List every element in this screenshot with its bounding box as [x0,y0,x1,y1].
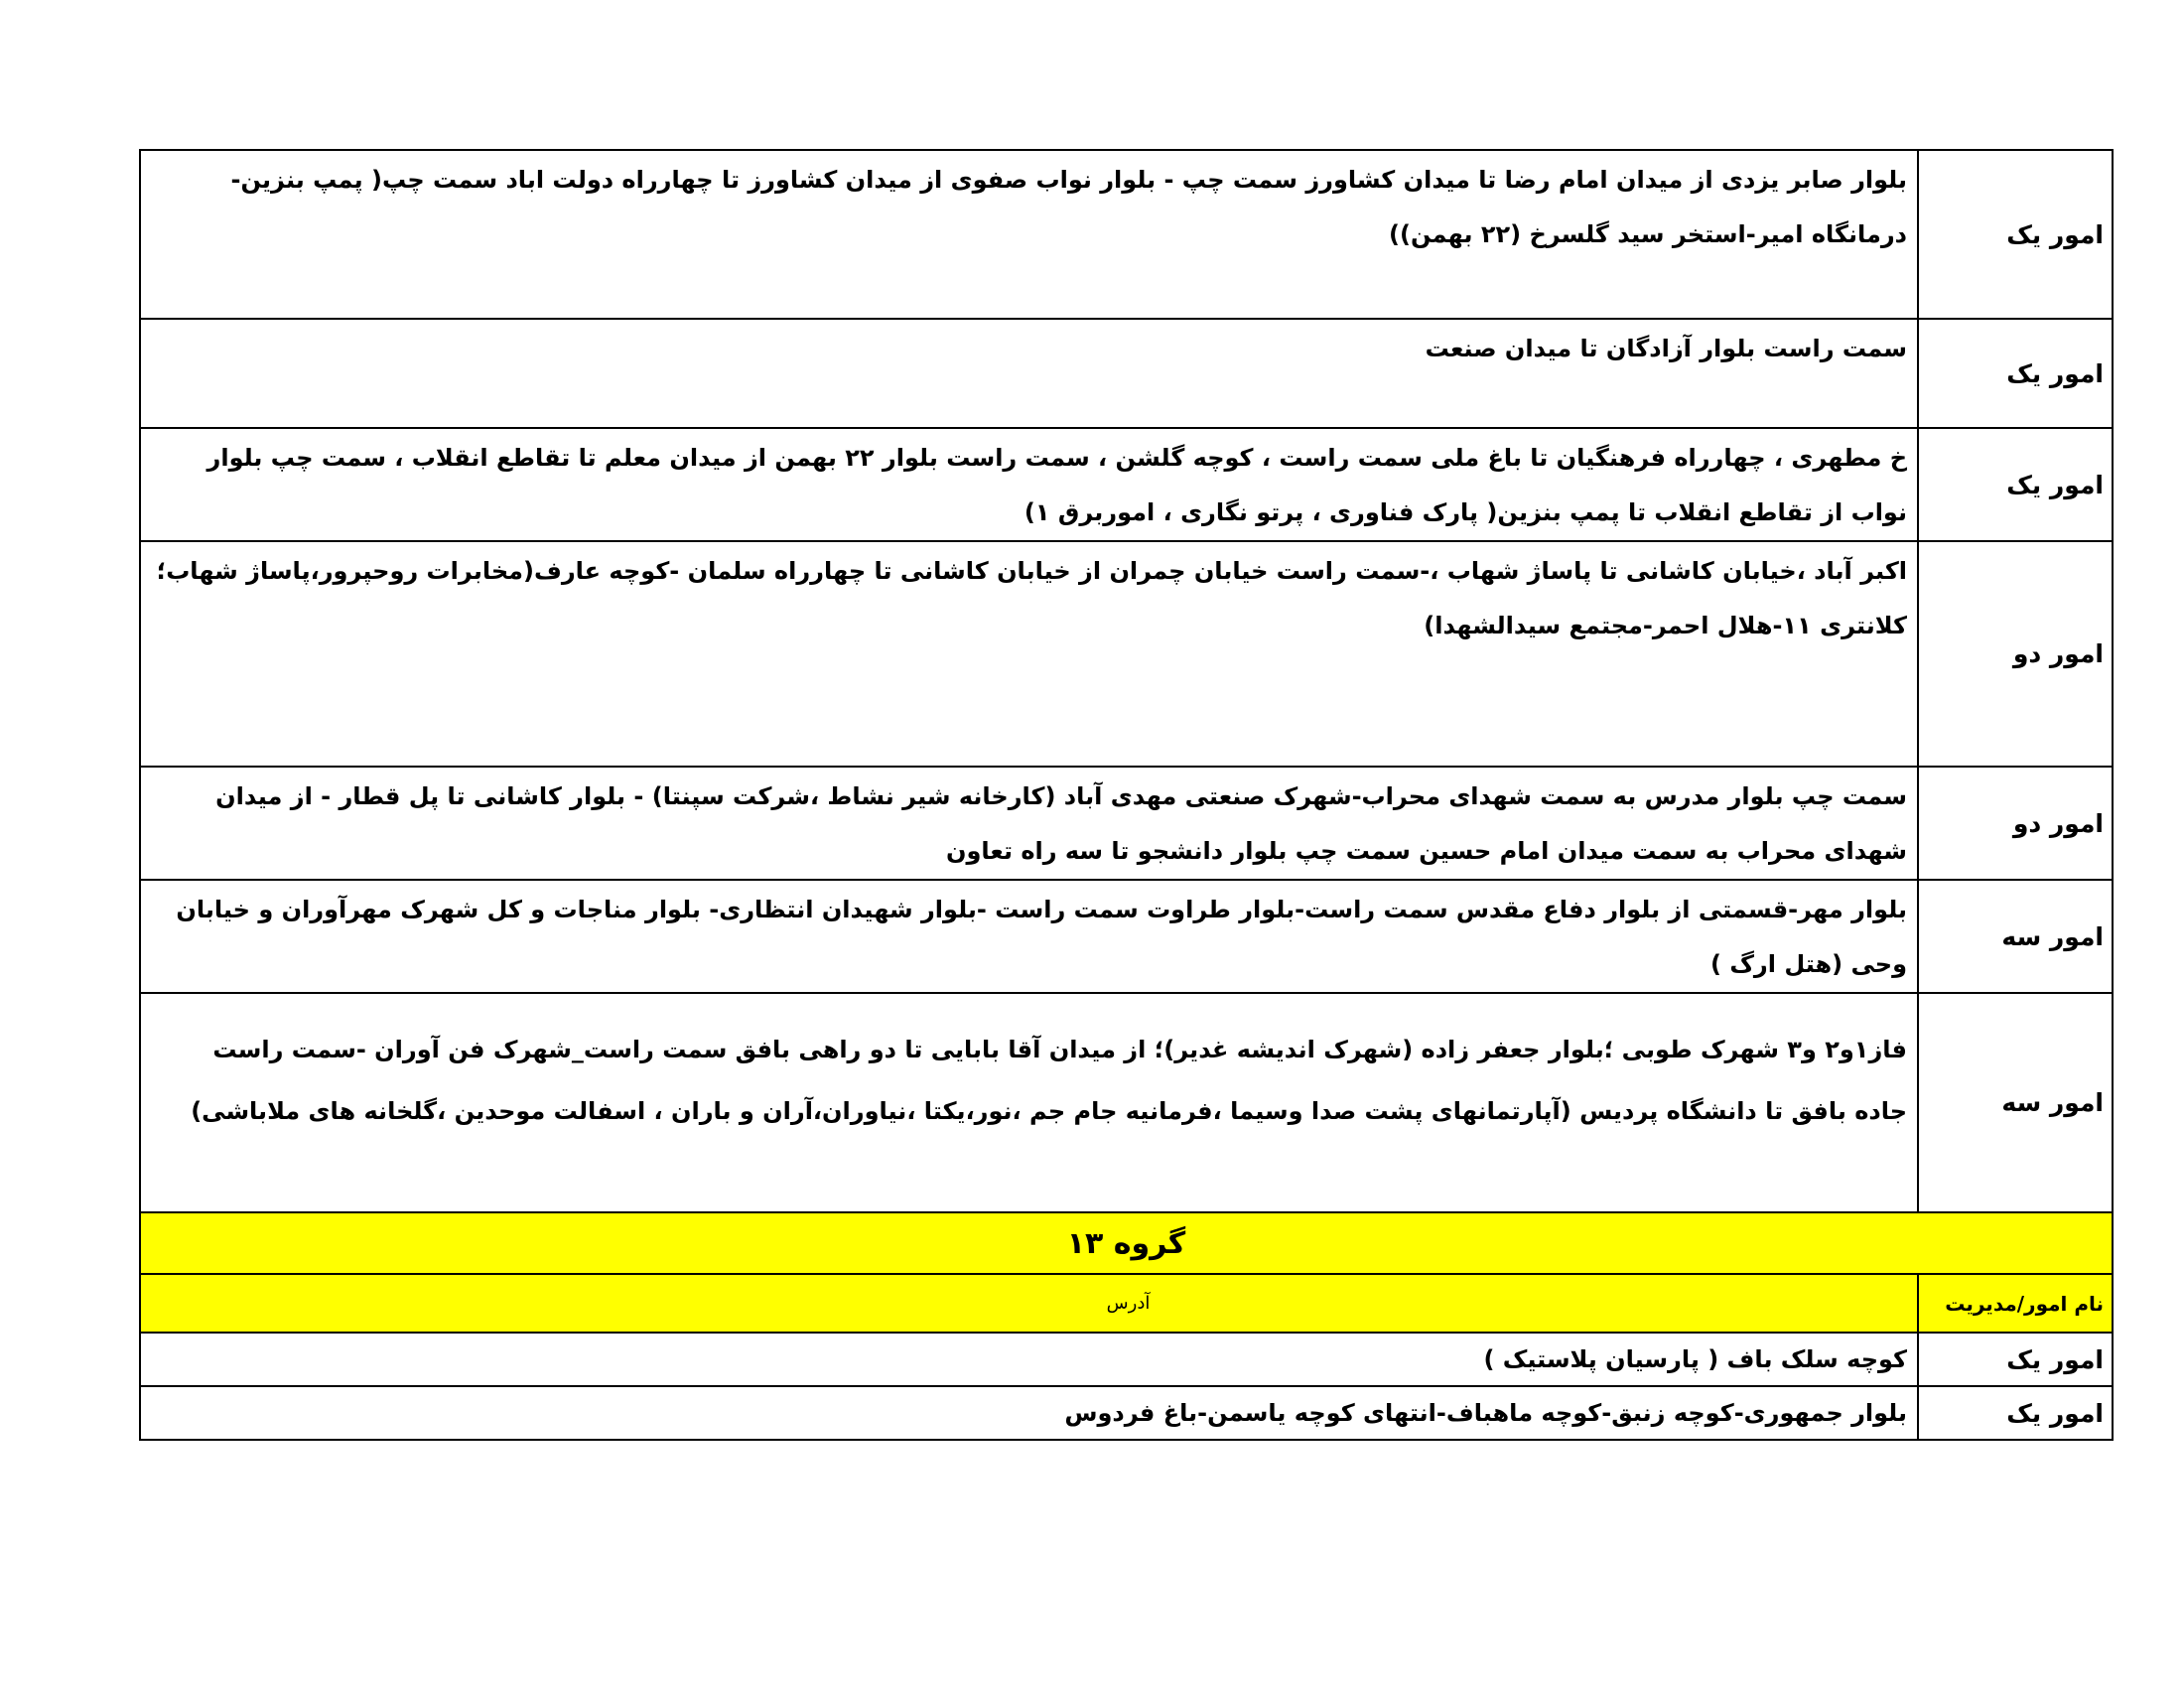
group-header-row [140,1274,2113,1333]
unit-cell: امور سه [1918,880,2113,993]
table-row [140,767,2113,880]
table-row [140,993,2113,1212]
unit-cell: امور دو [1918,767,2113,880]
address-cell: بلوار جمهوری-کوچه زنبق-کوچه ماهباف-انتهای کوچه یاسمن-باغ فردوس [140,1386,1918,1440]
table-row [140,150,2113,319]
unit-column-header: نام امور/مدیریت [1918,1274,2113,1333]
address-cell: فاز۱و۲ و۳ شهرک طوبی ؛بلوار جعفر زاده (شهرک اندیشه غدیر)؛ از میدان آقا بابایی تا دو راهی بافق سمت راست_شهرک فن آوران -سمت راست جاده بافق تا دانشگاه پردیس (آپارتمانهای پشت صدا وسیما ،فرمانیه جام جم ،نور،یکتا ،نیاوران،آران و باران ، اسفالت موحدین ،گلخانه های ملاباشی) [140,993,1918,1212]
unit-cell: امور سه [1918,993,2113,1212]
group-title: گروه ۱۳ [140,1212,2113,1274]
unit-cell: امور یک [1918,150,2113,319]
address-cell: کوچه سلک باف ( پارسیان پلاستیک ) [140,1333,1918,1386]
table-row [140,428,2113,541]
group-title-row [140,1212,2113,1274]
address-column-header: آدرس [140,1274,1918,1333]
table-row [140,880,2113,993]
table-row [140,1386,2113,1440]
address-table [139,149,2114,1441]
unit-cell: امور یک [1918,1333,2113,1386]
table-row [140,1333,2113,1386]
address-cell: سمت چپ بلوار مدرس به سمت شهدای محراب-شهرک صنعتی مهدی آباد (کارخانه شیر نشاط ،شرکت سپنتا) - بلوار کاشانی تا پل قطار - از میدان شهدای محراب به سمت میدان امام حسین سمت چپ بلوار دانشجو تا سه راه تعاون [140,767,1918,880]
table-row [140,541,2113,767]
unit-cell: امور یک [1918,1386,2113,1440]
table-row [140,319,2113,428]
address-cell: اکبر آباد ،خیابان کاشانی تا پاساژ شهاب ،-سمت راست خیابان چمران از خیابان کاشانی تا چهارراه سلمان -کوچه عارف(مخابرات روحپرور،پاساژ شهاب؛ کلانتری ۱۱-هلال احمر-مجتمع سیدالشهدا) [140,541,1918,767]
address-cell: بلوار صابر یزدی از میدان امام رضا تا میدان کشاورز سمت چپ - بلوار نواب صفوی از میدان کشاورز تا چهارراه دولت اباد سمت چپ( پمپ بنزین-درمانگاه امیر-استخر سید گلسرخ (۲۲ بهمن)) [140,150,1918,319]
address-cell: بلوار مهر-قسمتی از بلوار دفاع مقدس سمت راست-بلوار طراوت سمت راست -بلوار شهیدان انتظاری- بلوار مناجات و کل شهرک مهرآوران و خیابان وحی (هتل ارگ ) [140,880,1918,993]
unit-cell: امور یک [1918,428,2113,541]
unit-cell: امور یک [1918,319,2113,428]
address-cell: خ مطهری ، چهارراه فرهنگیان تا باغ ملی سمت راست ، کوچه گلشن ، سمت راست بلوار ۲۲ بهمن از میدان معلم تا تقاطع انقلاب ، سمت چپ بلوار نواب از تقاطع انقلاب تا پمپ بنزین( پارک فناوری ، پرتو نگاری ، اموربرق ۱) [140,428,1918,541]
unit-cell: امور دو [1918,541,2113,767]
address-cell: سمت راست بلوار آزادگان تا میدان صنعت [140,319,1918,428]
